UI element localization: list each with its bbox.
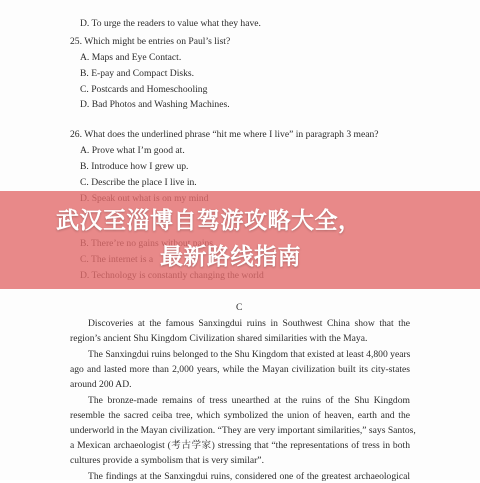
paragraph-line: region’s ancient Shu Kingdom Civilization shared similarities with the Maya.	[70, 333, 368, 344]
paragraph-line: cultures provide a symbolism that is very similar”.	[70, 455, 264, 466]
paragraph-line: Discoveries at the famous Sanxingdui ruins in Southwest China show that the	[88, 318, 410, 329]
paragraph-line: resemble the sacred ceiba tree, which symbolized the union of heaven, earth and the	[70, 410, 410, 421]
q26-question: 26. What does the underlined phrase “hit me where I live” in paragraph 3 mean?	[70, 129, 379, 140]
q25-option-b: B. E-pay and Compact Disks.	[80, 68, 195, 79]
paragraph-line: a Mexican archaeologist (考古学家) stressing that “the representations of tress in both	[70, 440, 410, 451]
q26-option-a: A. Prove what I’m good at.	[80, 145, 185, 156]
q25-option-c: C. Postcards and Homeschooling	[80, 84, 208, 95]
paragraph-line: ago and lasted more than 2,000 years, while the Mayan civilization built its city-states	[70, 364, 410, 375]
paragraph-line: The Sanxingdui ruins belonged to the Shu Kingdom that existed at least 4,800 years	[88, 349, 411, 360]
paragraph-line: underworld in the Mayan civilization. “They are very important similarities,” says Santos,	[70, 425, 416, 436]
title-banner	[0, 191, 480, 289]
banner-title-line-2: 最新路线指南	[160, 244, 301, 270]
section-heading: C	[236, 302, 243, 313]
q25-question: 25. Which might be entries on Paul’s list?	[70, 36, 231, 47]
paragraph-line: The findings at the Sanxingdui ruins, considered one of the greatest archaeological	[88, 471, 410, 482]
q24-option-d: D. To urge the readers to value what they have.	[80, 18, 261, 29]
banner-title-line-1: 武汉至淄博自驾游攻略大全，	[56, 208, 362, 234]
q25-option-d: D. Bad Photos and Washing Machines.	[80, 99, 230, 110]
paragraph-line: around 200 AD.	[70, 379, 132, 390]
q26-option-b: B. Introduce how I grew up.	[80, 161, 189, 172]
q25-option-a: A. Maps and Eye Contact.	[80, 52, 182, 63]
paragraph-line: The bronze-made remains of tress unearthed at the ruins of the Shu Kingdom	[88, 395, 410, 406]
q26-option-c: C. Describe the place I live in.	[80, 177, 197, 188]
